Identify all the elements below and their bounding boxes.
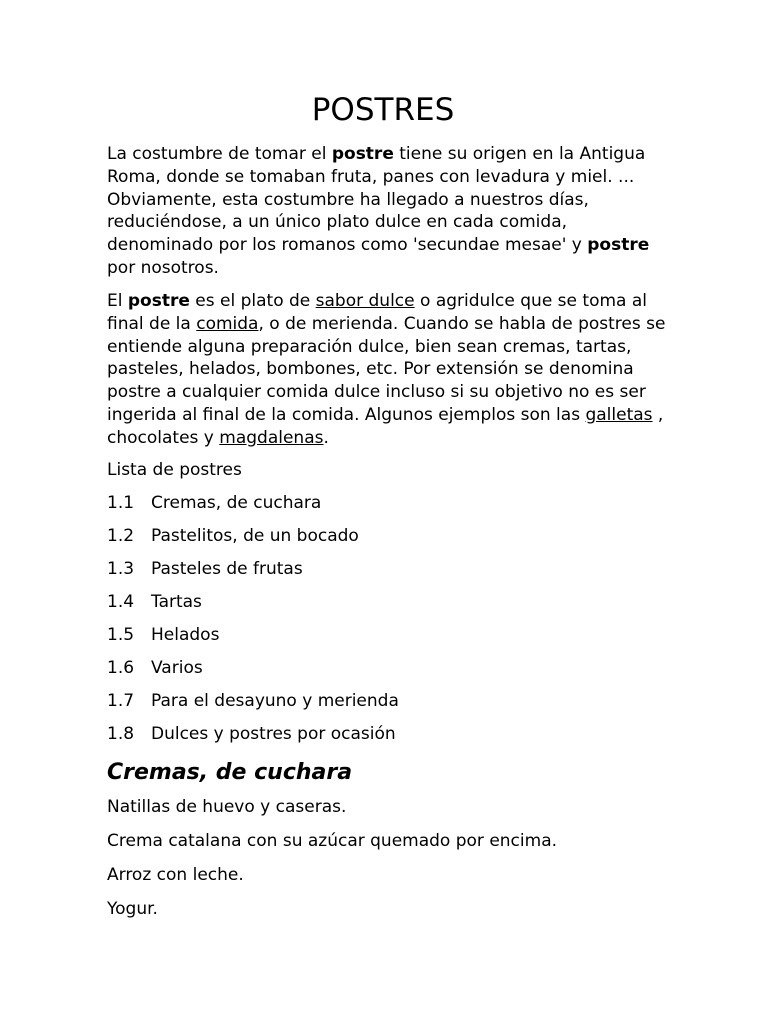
section-item-list xyxy=(107,796,557,932)
text-link[interactable]: comida xyxy=(196,313,259,334)
list-title: Lista de postres xyxy=(107,460,242,480)
toc-label: Pasteles de frutas xyxy=(151,559,303,579)
text-link[interactable]: magdalenas xyxy=(219,427,324,448)
text-run: El xyxy=(107,291,128,311)
bold-text: postre xyxy=(331,144,394,164)
toc-label: Para el desayuno y merienda xyxy=(151,691,399,711)
toc-item[interactable] xyxy=(107,525,399,558)
toc-number: 1.5 xyxy=(107,625,135,645)
toc-label: Pastelitos, de un bocado xyxy=(151,526,359,546)
section-item: Crema catalana con su azúcar quemado por encima. xyxy=(107,831,558,851)
toc-number: 1.3 xyxy=(107,559,135,579)
section-item: Yogur. xyxy=(107,899,158,919)
toc-label: Dulces y postres por ocasión xyxy=(151,724,396,744)
toc-number: 1.6 xyxy=(107,658,135,678)
toc-label: Tartas xyxy=(151,592,202,612)
toc-number: 1.4 xyxy=(107,592,135,612)
toc-number: 1.8 xyxy=(107,724,135,744)
toc-item[interactable] xyxy=(107,690,399,723)
toc-number: 1.2 xyxy=(107,526,135,546)
toc-number: 1.7 xyxy=(107,691,135,711)
intro-paragraph xyxy=(107,143,667,280)
text-link[interactable]: sabor dulce xyxy=(315,291,415,311)
section-item: Arroz con leche. xyxy=(107,865,244,885)
table-of-contents xyxy=(107,492,399,756)
toc-number: 1.1 xyxy=(107,493,135,513)
toc-label: Cremas, de cuchara xyxy=(151,493,322,513)
toc-item[interactable] xyxy=(107,624,399,657)
toc-item[interactable] xyxy=(107,558,399,591)
toc-label: Varios xyxy=(151,658,203,678)
toc-item[interactable] xyxy=(107,591,399,624)
text-run: . xyxy=(323,427,329,448)
text-run: es el plato de xyxy=(189,291,316,311)
bold-text: postre xyxy=(587,235,650,256)
section-heading: Cremas, de cuchara xyxy=(107,760,353,785)
section-item: Natillas de huevo y caseras. xyxy=(107,797,347,817)
toc-item[interactable] xyxy=(107,657,399,690)
toc-item[interactable] xyxy=(107,723,399,756)
text-run: tiene su origen en la Antigua Roma, donde se tomaban fruta, panes con levadura y miel. ... Obviamente, esta costumbre ha llegado a nuestros días, reduciéndose, a un único plato dulce en cada comida, denominado por los romanos como 'secundae mesae' y xyxy=(107,144,646,256)
text-run: , chocolates y xyxy=(107,404,664,448)
text-run: o agridulce que se toma al final de la xyxy=(107,291,647,334)
definition-paragraph xyxy=(107,290,667,450)
document-title: POSTRES xyxy=(311,92,455,128)
bold-text: postre xyxy=(127,291,190,311)
toc-label: Helados xyxy=(151,625,220,645)
text-link[interactable]: galletas xyxy=(585,404,653,425)
toc-item[interactable] xyxy=(107,492,399,525)
text-run: , o de merienda. Cuando se habla de postres se entiende alguna preparación dulce, bien sean cremas, tartas, pasteles, helados, bombones, etc. Por extensión se denomina postre a cualquier comida dulce incluso si su objetivo no es ser ingerida al final de la comida. Algunos ejemplos son las xyxy=(107,313,666,425)
text-run: por nosotros. xyxy=(107,257,219,278)
text-run: La costumbre de tomar el xyxy=(107,144,332,164)
